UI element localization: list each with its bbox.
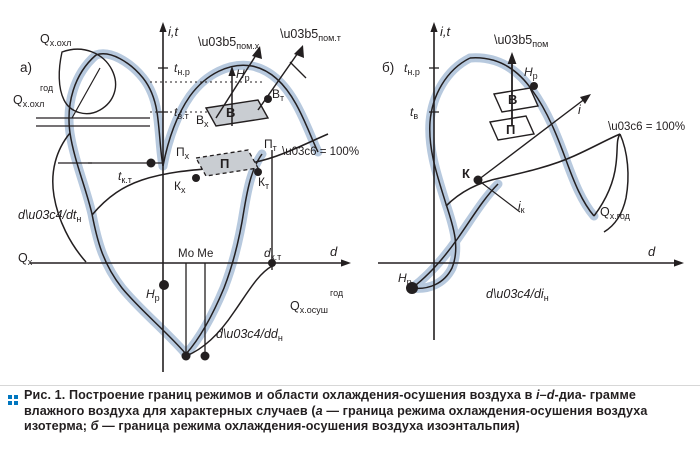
saturation-curve-b: [446, 134, 620, 206]
label-point-k-t-a: $К_т$: [258, 175, 270, 191]
caption-line2-a: грамме влажного воздуха для характерных случаев (: [24, 388, 636, 418]
label-t-n-p-a: $t_{н.р}$: [174, 61, 190, 77]
panel-b: [378, 22, 685, 340]
label-phi-100-b: \u03c6 = 100%: [608, 121, 686, 133]
point-dot-hp-b: [530, 82, 538, 90]
label-q-x-osush-a: $Q_{х.осуш}$: [290, 299, 328, 315]
caption-line1-a: Построение границ режимов и области охлаждения-осушения воздуха в: [68, 388, 537, 402]
label-point-p-x-a: $П_х$: [176, 145, 190, 161]
eps-pom-arrowhead-b: [508, 52, 517, 64]
label-point-b-x-a: $В_х$: [196, 113, 209, 129]
label-dtau-ddn-a: $d\backslash u03c4/dd_н$: [216, 327, 283, 343]
eps-tail-a: [290, 62, 306, 78]
label-point-p-t-a: $П_т$: [264, 137, 277, 153]
caption-line1-italic: i–d: [536, 388, 555, 402]
point-dot-kx-a: [192, 174, 200, 182]
label-mo-me-a: Мо Ме: [178, 248, 214, 260]
label-dtau-din-b: $d\backslash u03c4/di_н$: [486, 287, 549, 303]
label-point-k-x-a: $К_х$: [174, 179, 186, 195]
label-h-p-a: $H_р$: [236, 67, 250, 83]
label-t-k-t-a: $t_{к.т}$: [118, 169, 132, 185]
point-dot-tkt-a: [147, 159, 156, 168]
label-point-k-b: К: [462, 166, 470, 181]
label-t-v-t-a: $t_{в.т}$: [174, 105, 189, 121]
caption-line2-italic: а: [315, 403, 323, 418]
label-h-p-low-b: $H_р$: [398, 271, 412, 287]
qx-left-curve-a: [53, 133, 86, 262]
point-dot-bt-a: [264, 95, 272, 103]
panel-a: [13, 22, 359, 372]
label-t-n-p-b: $t_{н.р}$: [404, 61, 420, 77]
label-eps-pom-b: $\backslash u03b5_{пом}$: [494, 33, 549, 49]
label-point-p-b: П: [506, 122, 516, 137]
right-lobe-b: [594, 134, 620, 216]
label-q-x-a: $Q_х$: [18, 251, 33, 267]
label-h-p-b: $H_р$: [524, 65, 538, 81]
label-d-k-t-a: $d_{к.т}$: [264, 246, 282, 262]
label-i-axis-b: i: [578, 103, 581, 117]
caption-figure-number: Рис. 1.: [24, 388, 66, 402]
caption-line3-italic: б: [90, 419, 99, 433]
figure-caption: [0, 388, 700, 470]
envelope-band-a: [69, 55, 186, 354]
caption-line3-a: воздуха изотерма;: [24, 403, 648, 433]
label-t-v-b: $t_в$: [410, 105, 419, 121]
axis-x-label-a: d: [330, 244, 338, 259]
caption-line3-c: — граница режима охлаждения-осушения воздуха изоэнтальпия): [98, 419, 520, 433]
region-b-a: [206, 100, 268, 126]
point-dot-hp-a: [159, 280, 169, 290]
axis-x-arrow-a: [341, 259, 351, 266]
label-point-b-t-a: $В_т$: [272, 87, 285, 103]
label-q-x-ohl-god-sup: год: [40, 83, 54, 93]
label-i-k-b: $i_к$: [518, 199, 525, 215]
envelope-band-a2: [96, 54, 163, 166]
caption-text: [22, 388, 700, 435]
label-phi-100-a: \u03c6 = 100%: [282, 146, 360, 158]
point-dot-k-b: [474, 176, 483, 185]
label-point-b-a: В: [226, 105, 236, 120]
label-point-p-a: П: [220, 156, 230, 171]
panel-a-label: а): [20, 60, 33, 75]
label-q-x-osush-sup-a: год: [330, 288, 344, 298]
axis-i-arrow-b: [580, 94, 591, 104]
label-dtau-dtn-a: $d\backslash u03c4/dt_н$: [18, 208, 82, 224]
label-eps-pom-x: $\backslash u03b5_{пом.х}$: [198, 35, 260, 51]
label-q-x-ohl-god: $Q_{х.охл}$: [13, 93, 45, 109]
axis-y-label-b: i,t: [440, 24, 451, 39]
axis-y-label-a: i,t: [168, 24, 179, 39]
caption-bullet-icon: [8, 394, 22, 406]
caption-divider: [0, 385, 700, 386]
label-q-x-god-b: $Q_{х.год}$: [600, 205, 630, 221]
label-h-p-low-a: $H_р$: [146, 287, 160, 303]
axis-x-label-b: d: [648, 244, 656, 259]
label-eps-pom-t: $\backslash u03b5_{пом.т}$: [280, 27, 341, 43]
axis-y-arrow-b: [430, 22, 437, 32]
axis-y-arrow-a: [159, 22, 166, 32]
caption-line1-c: -диа-: [554, 388, 587, 402]
caption-line2-c: — граница режима охлаждения-осушения: [322, 403, 593, 418]
label-point-b-b: В: [508, 92, 518, 107]
panel-b-label: б): [382, 60, 395, 75]
label-q-x-ohl: $Q_{х.охл}$: [40, 32, 72, 48]
axis-x-arrow-b: [674, 259, 684, 266]
